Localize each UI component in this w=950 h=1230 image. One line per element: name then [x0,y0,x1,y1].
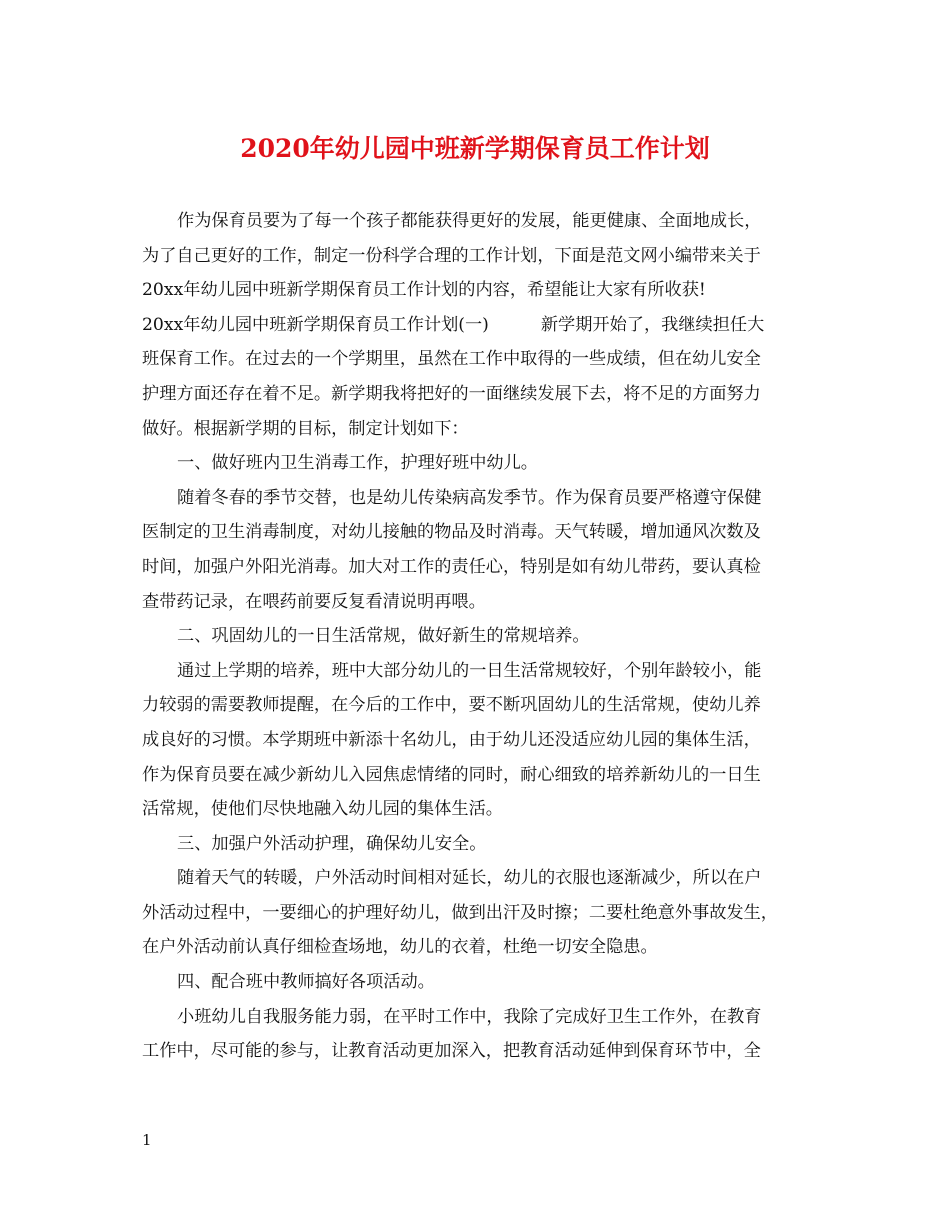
section-heading: 四、配合班中教师搞好各项活动。 [177,972,435,993]
paragraph-line: 作为保育员要为了每一个孩子都能获得更好的发展，能更健康、全面地成长， [177,211,762,231]
document-title: 2020年幼儿园中班新学期保育员工作计划 [240,134,710,163]
page-number: 1 [142,1131,152,1149]
paragraph-line: 作为保育员要在减少新幼儿入园焦虑情绪的同时，耐心细致的培养新幼儿的一日生 [142,764,761,785]
paragraph-line: 在户外活动前认真仔细检查场地，幼儿的衣着，杜绝一切安全隐患。 [142,937,658,958]
paragraph-text-inline: 新学期开始了，我继续担任大 [540,314,765,335]
paragraph-line: 班保育工作。在过去的一个学期里，虽然在工作中取得的一些成绩，但在幼儿安全 [142,349,761,370]
paragraph-line: 通过上学期的培养，班中大部分幼儿的一日生活常规较好，个别年龄较小，能 [177,660,762,681]
paragraph-line: 查带药记录，在喂药前要反复看清说明再喂。 [142,591,486,612]
paragraph-line: 力较弱的需要教师提醒，在今后的工作中，要不断巩固幼儿的生活常规，使幼儿养 [142,695,761,716]
section-heading: 一、做好班内卫生消毒工作，护理好班中幼儿。 [177,453,538,474]
paragraph-line: 时间，加强户外阳光消毒。加大对工作的责任心，特别是如有幼儿带药，要认真检 [142,556,761,577]
document-body [142,204,814,1069]
section-heading: 三、加强户外活动护理，确保幼儿安全。 [177,833,487,854]
paragraph-line-mixed [142,308,814,343]
paragraph-line: 活常规，使他们尽快地融入幼儿园的集体生活。 [142,799,503,820]
paragraph-line: 外活动过程中，一要细心的护理好幼儿，做到出汗及时擦；二要杜绝意外事故发生， [142,902,778,923]
paragraph-line: 做好。根据新学期的目标，制定计划如下： [142,418,469,439]
section-heading: 二、巩固幼儿的一日生活常规，做好新生的常规培养。 [177,626,590,647]
paragraph-line: 护理方面还存在着不足。新学期我将把好的一面继续发展下去，将不足的方面努力 [142,383,761,404]
paragraph-line: 医制定的卫生消毒制度，对幼儿接触的物品及时消毒。天气转暖，增加通风次数及 [142,522,761,543]
paragraph-line: 随着天气的转暖，户外活动时间相对延长，幼儿的衣服也逐渐减少，所以在户 [177,868,762,889]
section-heading-inline: 20xx年幼儿园中班新学期保育员工作计划(一) [142,314,489,335]
paragraph-line: 随着冬春的季节交替，也是幼儿传染病高发季节。作为保育员要严格遵守保健 [177,487,762,508]
paragraph-line: 小班幼儿自我服务能力弱，在平时工作中，我除了完成好卫生工作外，在教育 [177,1006,762,1027]
paragraph-line: 成良好的习惯。本学期班中新添十名幼儿，由于幼儿还没适应幼儿园的集体生活， [142,729,761,750]
paragraph-line: 工作中，尽可能的参与，让教育活动更加深入，把教育活动延伸到保育环节中，全 [142,1041,761,1062]
paragraph-line: 20xx年幼儿园中班新学期保育员工作计划的内容，希望能让大家有所收获! [142,280,706,301]
paragraph-line: 为了自己更好的工作，制定一份科学合理的工作计划，下面是范文网小编带来关于 [142,245,761,266]
